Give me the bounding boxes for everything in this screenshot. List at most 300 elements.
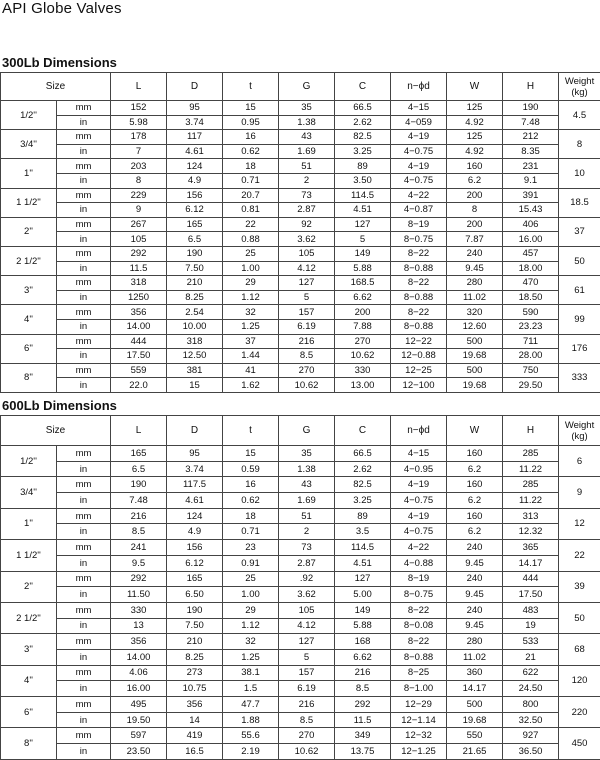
value-cell: 1.69 (279, 144, 335, 159)
value-cell: 36.50 (503, 744, 559, 760)
value-cell: 8−22 (391, 634, 447, 650)
value-cell: 12−32 (391, 728, 447, 744)
value-cell: 7 (111, 144, 167, 159)
value-cell: 330 (335, 363, 391, 378)
value-cell: 5 (279, 649, 335, 665)
value-cell: 5.00 (335, 587, 391, 603)
size-cell: 3'' (1, 634, 57, 665)
value-cell: 1.38 (279, 461, 335, 477)
value-cell: .92 (279, 571, 335, 587)
value-cell: 19.50 (111, 712, 167, 728)
size-cell: 6'' (1, 334, 57, 363)
value-cell: 105 (279, 602, 335, 618)
unit-cell: mm (57, 665, 111, 681)
col-header-g: G (279, 73, 335, 101)
value-cell: 285 (503, 477, 559, 493)
weight-cell: 18.5 (559, 188, 600, 217)
value-cell: 32 (223, 634, 279, 650)
value-cell: 8 (447, 203, 503, 218)
value-cell: 4−0.75 (391, 493, 447, 509)
weight-label: Weight (565, 420, 594, 431)
value-cell: 10.62 (279, 744, 335, 760)
value-cell: 356 (167, 697, 223, 713)
value-cell: 8−1.00 (391, 681, 447, 697)
value-cell: 3.74 (167, 461, 223, 477)
value-cell: 4.92 (447, 115, 503, 130)
value-cell: 15 (167, 378, 223, 393)
value-cell: 73 (279, 188, 335, 203)
value-cell: 21 (503, 649, 559, 665)
value-cell: 4−19 (391, 130, 447, 145)
unit-cell: mm (57, 446, 111, 462)
value-cell: 43 (279, 477, 335, 493)
value-cell: 8.5 (279, 712, 335, 728)
value-cell: 10.62 (335, 349, 391, 364)
table-row-mm (1, 540, 600, 556)
value-cell: 4−15 (391, 101, 447, 116)
value-cell: 8−22 (391, 246, 447, 261)
value-cell: 10.00 (167, 319, 223, 334)
value-cell: 9.45 (447, 618, 503, 634)
value-cell: 127 (279, 634, 335, 650)
value-cell: 157 (279, 665, 335, 681)
value-cell: 35 (279, 446, 335, 462)
value-cell: 9.1 (503, 173, 559, 188)
value-cell: 5 (335, 232, 391, 247)
value-cell: 14.00 (111, 649, 167, 665)
table-row-in (1, 232, 600, 247)
value-cell: 3.50 (335, 173, 391, 188)
unit-cell: mm (57, 188, 111, 203)
value-cell: 14 (167, 712, 223, 728)
value-cell: 16 (223, 130, 279, 145)
value-cell: 7.48 (111, 493, 167, 509)
table-row-mm (1, 188, 600, 203)
value-cell: 419 (167, 728, 223, 744)
value-cell: 12−22 (391, 334, 447, 349)
size-header: Size (1, 416, 111, 446)
value-cell: 47.7 (223, 697, 279, 713)
unit-cell: in (57, 144, 111, 159)
unit-cell: mm (57, 540, 111, 556)
value-cell: 8−0.75 (391, 587, 447, 603)
size-cell: 1 1/2'' (1, 188, 57, 217)
value-cell: 4.51 (335, 203, 391, 218)
value-cell: 8.25 (167, 290, 223, 305)
value-cell: 25 (223, 246, 279, 261)
value-cell: 1250 (111, 290, 167, 305)
col-header-h: H (503, 416, 559, 446)
value-cell: 82.5 (335, 130, 391, 145)
value-cell: 124 (167, 159, 223, 174)
value-cell: 127 (335, 217, 391, 232)
value-cell: 11.02 (447, 290, 503, 305)
size-cell: 1'' (1, 508, 57, 539)
value-cell: 2.62 (335, 115, 391, 130)
size-cell: 1'' (1, 159, 57, 188)
value-cell: 51 (279, 508, 335, 524)
value-cell: 12−1.14 (391, 712, 447, 728)
value-cell: 105 (279, 246, 335, 261)
unit-cell: in (57, 290, 111, 305)
value-cell: 25 (223, 571, 279, 587)
size-cell: 1/2'' (1, 446, 57, 477)
value-cell: 14.17 (503, 555, 559, 571)
value-cell: 1.12 (223, 290, 279, 305)
col-header-d: D (167, 73, 223, 101)
table-row-in (1, 261, 600, 276)
unit-cell: in (57, 261, 111, 276)
value-cell: 6.50 (167, 587, 223, 603)
value-cell: 1.00 (223, 261, 279, 276)
size-cell: 1 1/2'' (1, 540, 57, 571)
value-cell: 559 (111, 363, 167, 378)
size-cell: 3/4'' (1, 130, 57, 159)
value-cell: 6.19 (279, 319, 335, 334)
value-cell: 240 (447, 246, 503, 261)
value-cell: 149 (335, 246, 391, 261)
value-cell: 17.50 (111, 349, 167, 364)
value-cell: 95 (167, 101, 223, 116)
value-cell: 500 (447, 334, 503, 349)
value-cell: 5.98 (111, 115, 167, 130)
value-cell: 4−15 (391, 446, 447, 462)
unit-cell: mm (57, 246, 111, 261)
weight-header (559, 73, 600, 101)
value-cell: 241 (111, 540, 167, 556)
unit-cell: mm (57, 602, 111, 618)
value-cell: 5 (279, 290, 335, 305)
value-cell: 8−0.75 (391, 232, 447, 247)
unit-cell: in (57, 173, 111, 188)
value-cell: 152 (111, 101, 167, 116)
value-cell: 19 (503, 618, 559, 634)
value-cell: 1.69 (279, 493, 335, 509)
value-cell: 927 (503, 728, 559, 744)
value-cell: 495 (111, 697, 167, 713)
value-cell: 114.5 (335, 540, 391, 556)
value-cell: 1.62 (223, 378, 279, 393)
value-cell: 7.87 (447, 232, 503, 247)
unit-cell: mm (57, 334, 111, 349)
table-row-mm (1, 130, 600, 145)
col-header-bolts: n−ϕd (391, 416, 447, 446)
table-row-in (1, 493, 600, 509)
value-cell: 4.61 (167, 493, 223, 509)
value-cell: 365 (503, 540, 559, 556)
value-cell: 124 (167, 508, 223, 524)
value-cell: 270 (279, 728, 335, 744)
value-cell: 66.5 (335, 101, 391, 116)
size-cell: 8'' (1, 728, 57, 759)
value-cell: 210 (167, 276, 223, 291)
weight-cell: 6 (559, 446, 600, 477)
value-cell: 4.06 (111, 665, 167, 681)
weight-unit: (kg) (571, 431, 587, 442)
value-cell: 4.92 (447, 144, 503, 159)
weight-unit: (kg) (571, 87, 587, 98)
value-cell: 270 (335, 334, 391, 349)
value-cell: 11.5 (111, 261, 167, 276)
value-cell: 318 (167, 334, 223, 349)
value-cell: 4−059 (391, 115, 447, 130)
value-cell: 1.25 (223, 319, 279, 334)
value-cell: 4.9 (167, 173, 223, 188)
table-row-in (1, 144, 600, 159)
value-cell: 200 (335, 305, 391, 320)
value-cell: 4.12 (279, 261, 335, 276)
value-cell: 1.5 (223, 681, 279, 697)
value-cell: 13.00 (335, 378, 391, 393)
section-title-300lb: 300Lb Dimensions (2, 55, 117, 70)
value-cell: 406 (503, 217, 559, 232)
table-row-mm (1, 477, 600, 493)
value-cell: 800 (503, 697, 559, 713)
value-cell: 292 (335, 697, 391, 713)
value-cell: 3.5 (335, 524, 391, 540)
value-cell: 2 (279, 524, 335, 540)
size-cell: 2 1/2'' (1, 246, 57, 275)
weight-cell: 12 (559, 508, 600, 539)
unit-cell: in (57, 618, 111, 634)
value-cell: 160 (447, 508, 503, 524)
table-row-mm (1, 634, 600, 650)
value-cell: 95 (167, 446, 223, 462)
table-row-in (1, 712, 600, 728)
value-cell: 356 (111, 305, 167, 320)
value-cell: 13.75 (335, 744, 391, 760)
value-cell: 23.50 (111, 744, 167, 760)
table-row-in (1, 319, 600, 334)
table-row-in (1, 461, 600, 477)
value-cell: 165 (111, 446, 167, 462)
value-cell: 1.25 (223, 649, 279, 665)
value-cell: 231 (503, 159, 559, 174)
value-cell: 14.00 (111, 319, 167, 334)
weight-header (559, 416, 600, 446)
value-cell: 23.23 (503, 319, 559, 334)
value-cell: 8−22 (391, 305, 447, 320)
value-cell: 156 (167, 540, 223, 556)
unit-cell: in (57, 461, 111, 477)
value-cell: 105 (111, 232, 167, 247)
table-row-mm (1, 305, 600, 320)
value-cell: 16.00 (503, 232, 559, 247)
table-row-mm (1, 446, 600, 462)
value-cell: 330 (111, 602, 167, 618)
value-cell: 19.68 (447, 349, 503, 364)
value-cell: 10.62 (279, 378, 335, 393)
value-cell: 4−19 (391, 477, 447, 493)
value-cell: 114.5 (335, 188, 391, 203)
value-cell: 190 (503, 101, 559, 116)
table-row-in (1, 587, 600, 603)
value-cell: 12.60 (447, 319, 503, 334)
value-cell: 92 (279, 217, 335, 232)
value-cell: 7.48 (503, 115, 559, 130)
value-cell: 6.2 (447, 173, 503, 188)
value-cell: 292 (111, 246, 167, 261)
value-cell: 4−19 (391, 508, 447, 524)
value-cell: 240 (447, 602, 503, 618)
unit-cell: in (57, 319, 111, 334)
value-cell: 22.0 (111, 378, 167, 393)
value-cell: 0.62 (223, 144, 279, 159)
value-cell: 500 (447, 363, 503, 378)
page-title: API Globe Valves (2, 0, 122, 17)
value-cell: 7.50 (167, 261, 223, 276)
value-cell: 28.00 (503, 349, 559, 364)
value-cell: 9 (111, 203, 167, 218)
value-cell: 349 (335, 728, 391, 744)
value-cell: 2.19 (223, 744, 279, 760)
value-cell: 24.50 (503, 681, 559, 697)
value-cell: 156 (167, 188, 223, 203)
value-cell: 11.22 (503, 461, 559, 477)
value-cell: 483 (503, 602, 559, 618)
table-row-in (1, 681, 600, 697)
value-cell: 160 (447, 446, 503, 462)
weight-cell: 50 (559, 602, 600, 633)
value-cell: 6.62 (335, 649, 391, 665)
value-cell: 5.88 (335, 618, 391, 634)
weight-cell: 120 (559, 665, 600, 696)
value-cell: 9.5 (111, 555, 167, 571)
value-cell: 210 (167, 634, 223, 650)
value-cell: 533 (503, 634, 559, 650)
value-cell: 165 (167, 217, 223, 232)
value-cell: 4−22 (391, 188, 447, 203)
value-cell: 8−0.88 (391, 261, 447, 276)
unit-cell: mm (57, 130, 111, 145)
table-row-in (1, 173, 600, 188)
value-cell: 381 (167, 363, 223, 378)
unit-cell: in (57, 115, 111, 130)
table-row-mm (1, 159, 600, 174)
value-cell: 6.5 (111, 461, 167, 477)
value-cell: 4.61 (167, 144, 223, 159)
value-cell: 4−22 (391, 540, 447, 556)
value-cell: 14.17 (447, 681, 503, 697)
col-header-c: C (335, 416, 391, 446)
weight-cell: 10 (559, 159, 600, 188)
unit-cell: mm (57, 508, 111, 524)
value-cell: 750 (503, 363, 559, 378)
value-cell: 240 (447, 540, 503, 556)
value-cell: 4−0.88 (391, 555, 447, 571)
value-cell: 12−29 (391, 697, 447, 713)
value-cell: 168.5 (335, 276, 391, 291)
value-cell: 4.51 (335, 555, 391, 571)
size-cell: 6'' (1, 697, 57, 728)
col-header-t: t (223, 416, 279, 446)
value-cell: 590 (503, 305, 559, 320)
unit-cell: mm (57, 571, 111, 587)
value-cell: 216 (279, 697, 335, 713)
value-cell: 125 (447, 101, 503, 116)
value-cell: 1.00 (223, 587, 279, 603)
weight-cell: 61 (559, 276, 600, 305)
value-cell: 240 (447, 571, 503, 587)
value-cell: 8.25 (167, 649, 223, 665)
table-row-mm (1, 363, 600, 378)
value-cell: 4−0.87 (391, 203, 447, 218)
value-cell: 0.81 (223, 203, 279, 218)
unit-cell: mm (57, 697, 111, 713)
weight-cell: 50 (559, 246, 600, 275)
value-cell: 11.22 (503, 493, 559, 509)
value-cell: 117.5 (167, 477, 223, 493)
value-cell: 11.5 (335, 712, 391, 728)
col-header-c: C (335, 73, 391, 101)
value-cell: 229 (111, 188, 167, 203)
value-cell: 89 (335, 159, 391, 174)
table-row-mm (1, 602, 600, 618)
value-cell: 2.87 (279, 555, 335, 571)
value-cell: 320 (447, 305, 503, 320)
value-cell: 125 (447, 130, 503, 145)
value-cell: 190 (167, 246, 223, 261)
table-header-row (1, 73, 600, 101)
weight-cell: 450 (559, 728, 600, 759)
value-cell: 9.45 (447, 587, 503, 603)
table-row-mm (1, 334, 600, 349)
weight-label: Weight (565, 76, 594, 87)
table-row-in (1, 115, 600, 130)
value-cell: 12.32 (503, 524, 559, 540)
value-cell: 8−25 (391, 665, 447, 681)
value-cell: 22 (223, 217, 279, 232)
unit-cell: in (57, 524, 111, 540)
value-cell: 35 (279, 101, 335, 116)
value-cell: 5.88 (335, 261, 391, 276)
value-cell: 0.91 (223, 555, 279, 571)
value-cell: 8−0.88 (391, 319, 447, 334)
col-header-l: L (111, 416, 167, 446)
table-row-mm (1, 217, 600, 232)
value-cell: 597 (111, 728, 167, 744)
table-header-row (1, 416, 600, 446)
value-cell: 1.88 (223, 712, 279, 728)
value-cell: 89 (335, 508, 391, 524)
value-cell: 157 (279, 305, 335, 320)
value-cell: 6.19 (279, 681, 335, 697)
value-cell: 29 (223, 602, 279, 618)
col-header-g: G (279, 416, 335, 446)
value-cell: 4−19 (391, 159, 447, 174)
value-cell: 280 (447, 634, 503, 650)
value-cell: 19.68 (447, 378, 503, 393)
size-cell: 2'' (1, 217, 57, 246)
value-cell: 8.5 (279, 349, 335, 364)
value-cell: 12−0.88 (391, 349, 447, 364)
value-cell: 43 (279, 130, 335, 145)
value-cell: 127 (279, 276, 335, 291)
value-cell: 280 (447, 276, 503, 291)
value-cell: 18 (223, 159, 279, 174)
unit-cell: in (57, 744, 111, 760)
col-header-h: H (503, 73, 559, 101)
value-cell: 66.5 (335, 446, 391, 462)
value-cell: 13 (111, 618, 167, 634)
value-cell: 15.43 (503, 203, 559, 218)
unit-cell: in (57, 349, 111, 364)
table-row-in (1, 744, 600, 760)
value-cell: 8−19 (391, 571, 447, 587)
value-cell: 12.50 (167, 349, 223, 364)
table-row-in (1, 618, 600, 634)
value-cell: 16.00 (111, 681, 167, 697)
